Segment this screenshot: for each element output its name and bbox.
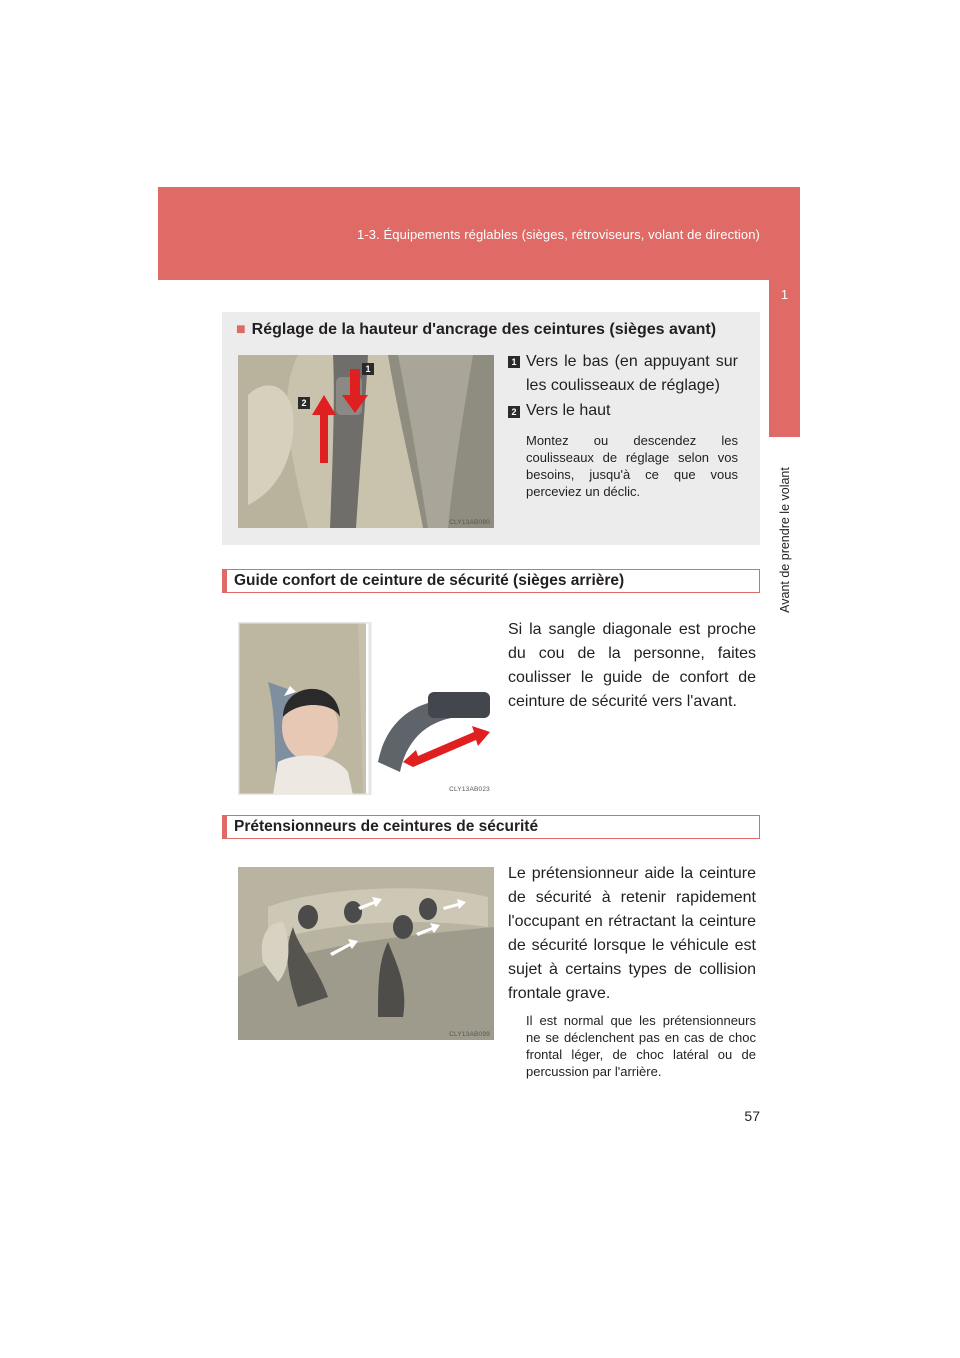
- comfort-guide-illustration: [238, 622, 494, 795]
- arrow-up-icon: [312, 395, 336, 463]
- anchor-note: Montez ou descendez les coulisseaux de réglage selon vos besoins, jusqu'à ce que vous perceviez un déclic.: [526, 433, 738, 499]
- page-number: 57: [744, 1108, 760, 1124]
- anchor-box-title: [236, 321, 716, 339]
- image-code: CLY13AB023: [449, 786, 490, 793]
- step-1-text: Vers le bas (en appuyant sur les coulisseaux de réglage): [526, 353, 738, 394]
- section-title: 1-3. Équipements réglables (sièges, rétroviseurs, volant de direction): [357, 227, 760, 242]
- arrow-down-icon: [342, 369, 368, 413]
- pretensioners-illustration: [238, 867, 494, 1040]
- chapter-label-text: Avant de prendre le volant: [778, 467, 792, 613]
- step-2-badge: 2: [508, 406, 520, 418]
- callout-1-badge: 1: [362, 363, 374, 375]
- image-code: CLY13AB099: [449, 1031, 490, 1038]
- chapter-label: [762, 455, 808, 625]
- anchor-box-title-text: Réglage de la hauteur d'ancrage des ceintures (sièges avant): [251, 321, 717, 338]
- white-arrow-icon: [330, 939, 358, 956]
- pretensioners-heading: [222, 815, 760, 839]
- square-bullet-icon: ■: [236, 321, 246, 338]
- white-arrow-icon: [358, 897, 382, 910]
- comfort-guide-heading: [222, 569, 760, 593]
- small-arrow-icon: [284, 686, 296, 696]
- pretensioners-text: Le prétensionneur aide la ceinture de sécurité à retenir rapidement l'occupant en rétractant la ceinture de sécurité lorsque le véhicule est sujet à certains types de collision frontale grave.: [508, 865, 756, 1002]
- callout-2-badge: 2: [298, 397, 310, 409]
- white-arrow-icon: [443, 899, 466, 910]
- header-band: [158, 187, 800, 280]
- chapter-tab[interactable]: [769, 187, 800, 437]
- seatbelt-anchor-illustration: [238, 355, 494, 528]
- double-arrow-icon: [403, 726, 490, 767]
- white-arrow-icon: [416, 923, 440, 936]
- step-1-badge: 1: [508, 356, 520, 368]
- step-2-text: Vers le haut: [526, 402, 611, 419]
- pretensioners-heading-text: Prétensionneurs de ceintures de sécurité: [234, 818, 539, 835]
- pretensioners-note: Il est normal que les prétensionneurs ne se déclenchent pas en cas de choc frontal léger, de choc latéral ou de percussion par l'arrière.: [526, 1013, 756, 1079]
- comfort-guide-text: Si la sangle diagonale est proche du cou de la personne, faites coulisser le guide de confort de ceinture de sécurité vers l'avant.: [508, 621, 756, 710]
- image-code: CLY13AB080: [449, 519, 490, 526]
- comfort-guide-heading-text: Guide confort de ceinture de sécurité (sièges arrière): [234, 572, 625, 589]
- chapter-number: 1: [780, 287, 789, 302]
